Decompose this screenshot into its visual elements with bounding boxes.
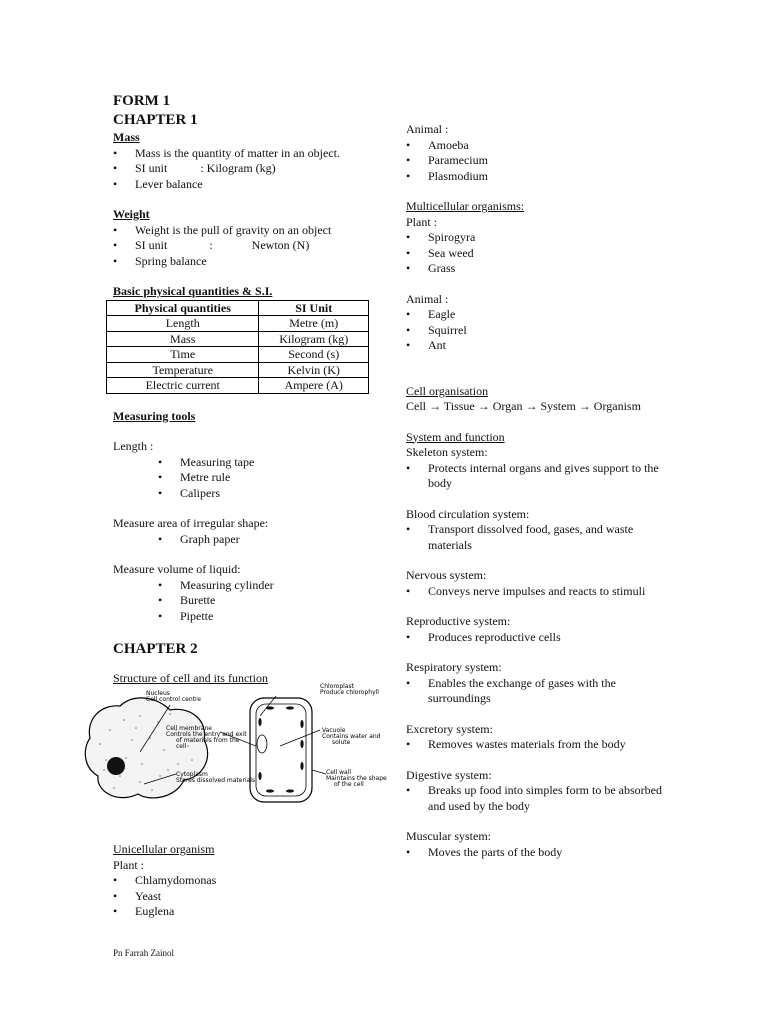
multicellular-animal-label: Animal : [406,291,449,306]
table-row [107,362,369,378]
unicellular-heading: Unicellular organism [113,842,215,856]
list-item: • SI unit : Newton (N) [113,238,383,254]
unicellular-animal-label: Animal : [406,122,449,136]
list-item: • Yeast [113,889,383,905]
label-wall-fn1: Maintains the shape [326,775,387,782]
list-item: • Chlamydomonas [113,873,383,889]
table-cell: Kilogram (kg) [259,331,369,347]
volume-tools-list [113,578,383,625]
left-column [113,92,383,687]
label-membrane-fn3: cell [176,743,187,750]
label-chloroplast-fn: Produce chlorophyll [320,689,379,696]
list-item: • Grass [406,261,666,277]
chapter1-title: CHAPTER 1 [113,112,198,128]
label-wall: Cell wall [326,769,352,776]
system-name: Excretory system: [406,721,493,736]
area-tools-list [113,532,383,548]
list-item: • SI unit : Kilogram (kg) [113,161,383,177]
table-row [107,347,369,363]
volume-label: Measure volume of liquid: [113,562,241,576]
system-name: Muscular system: [406,829,491,843]
system-name: Respiratory system: [406,660,502,674]
system-fn-list [406,584,666,600]
list-item: • Eagle [406,307,666,323]
unicellular-plant-label: Plant : [113,857,145,872]
list-item: • Moves the parts of the body [406,845,666,861]
table-cell: Length [107,316,259,332]
list-item: • Protects internal organs and gives support to the body [406,461,666,492]
list-item: • Pipette [158,609,383,625]
multicellular-plant-list [406,230,666,277]
label-membrane: Cell membrane [166,725,212,732]
list-item: • Enables the exchange of gases with the surroundings [406,676,666,707]
table-cell: Time [107,347,259,363]
label-vacuole-fn2: solute [332,739,351,746]
system-fn-list [406,737,666,753]
system-name: Digestive system: [406,767,492,782]
label-membrane-fn1: Controls the entry and exit [166,731,247,738]
length-label: Length : [113,439,154,453]
list-item: • Lever balance [113,177,383,193]
table-row [107,316,369,332]
table-cell: Second (s) [259,347,369,363]
table-cell: Mass [107,331,259,347]
system-fn-list [406,461,666,492]
organisation-flow: Cell → Tissue → Organ → System → Organism [406,399,641,413]
list-item: • Metre rule [158,470,383,486]
list-item: • Spring balance [113,254,383,270]
table-header-row [107,300,369,316]
structure-heading: Structure of cell and its function [113,671,268,685]
table-cell: Metre (m) [259,316,369,332]
weight-list [113,223,383,270]
label-chloroplast: Chloroplast [320,683,354,690]
unicellular-animal-list [406,138,666,185]
weight-heading: Weight [113,207,150,221]
tools-heading: Measuring tools [113,408,196,423]
nucleus [107,757,125,775]
list-item: • Weight is the pull of gravity on an object [113,223,383,239]
list-item: • Paramecium [406,153,666,169]
system-fn-list [406,630,666,646]
quantities-table [106,300,369,394]
column-header: SI Unit [259,300,369,316]
column-header: Physical quantities [107,300,259,316]
mass-list [113,146,383,193]
unicellular-section [113,842,383,920]
list-item: • Spirogyra [406,230,666,246]
list-item: • Calipers [158,486,383,502]
cell-diagram [80,680,390,810]
label-wall-fn2: of the cell [334,781,364,788]
table-cell: Kelvin (K) [259,362,369,378]
multicellular-plant-label: Plant : [406,214,438,229]
length-tools-list [113,455,383,502]
table-cell: Electric current [107,378,259,394]
system-name: Skeleton system: [406,445,488,459]
chapter2-title: CHAPTER 2 [113,641,198,657]
label-nucleus-fn: Cell control centre [146,696,201,703]
table-cell: Temperature [107,362,259,378]
mass-heading: Mass [113,130,140,144]
multicellular-heading: Multicellular organisms: [406,199,525,213]
label-membrane-fn2: of materials from the [176,737,240,744]
unicellular-plant-list [113,873,383,920]
list-item: • Plasmodium [406,169,666,185]
system-name: Reproductive system: [406,614,511,628]
list-item: • Euglena [113,904,383,920]
label-cytoplasm: Cytoplasm [176,771,208,778]
list-item: • Burette [158,593,383,609]
table-row [107,331,369,347]
area-label: Measure area of irregular shape: [113,516,269,530]
list-item: • Transport dissolved food, gases, and waste materials [406,522,666,553]
list-item: • Measuring cylinder [158,578,383,594]
list-item: • Breaks up food into simples form to be absorbed and used by the body [406,783,666,814]
list-item: • Graph paper [158,532,383,548]
form-title: FORM 1 [113,93,171,109]
footer-author: Pn Farrah Zainol [113,948,174,958]
list-item: • Produces reproductive cells [406,630,666,646]
system-fn-list [406,522,666,553]
system-name: Blood circulation system: [406,506,530,521]
list-item: • Mass is the quantity of matter in an object. [113,146,383,162]
system-fn-list [406,783,666,814]
multicellular-animal-list [406,307,666,354]
label-nucleus: Nucleus [146,690,170,697]
table-cell: Ampere (A) [259,378,369,394]
systems-heading: System and function [406,429,505,444]
system-fn-list [406,845,666,861]
table-row [107,378,369,394]
plant-nucleus [257,735,267,753]
list-item: • Conveys nerve impulses and reacts to stimuli [406,584,666,600]
quantities-heading: Basic physical quantities & S.I. [113,284,273,298]
right-column [406,122,666,860]
list-item: • Sea weed [406,246,666,262]
list-item: • Measuring tape [158,455,383,471]
system-name: Nervous system: [406,568,487,582]
label-vacuole-fn1: Contains water and [322,733,381,740]
system-fn-list [406,676,666,707]
organisation-heading: Cell organisation [406,383,489,398]
list-item: • Ant [406,338,666,354]
list-item: • Squirrel [406,323,666,339]
label-cytoplasm-fn: Stores dissolved materials [176,777,256,784]
list-item: • Amoeba [406,138,666,154]
list-item: • Removes wastes materials from the body [406,737,666,753]
label-vacuole: Vacuole [322,727,346,734]
